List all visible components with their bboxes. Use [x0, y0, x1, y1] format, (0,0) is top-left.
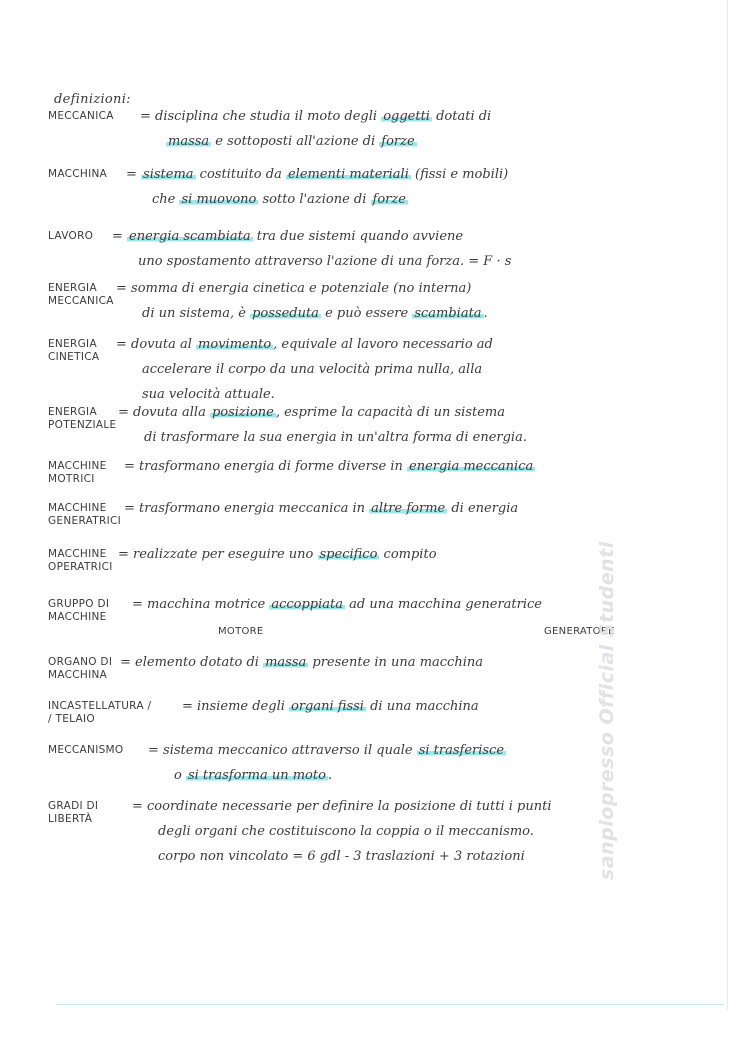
definition-line — [124, 496, 518, 521]
definition-term: ENERGIA CINETICA — [48, 338, 100, 363]
text-segment: e sottoposti all'azione di — [211, 134, 380, 149]
text-segment: di trasformare la sua energia in un'altra forma di energia. — [144, 430, 527, 445]
definition-line — [148, 738, 506, 763]
definition-text — [126, 162, 508, 212]
highlighted-word: energia scambiata — [129, 229, 251, 244]
definition-line — [124, 454, 535, 479]
text-segment: dotati di — [431, 109, 492, 124]
definition-line — [182, 694, 479, 719]
highlighted-word: specifico — [319, 547, 378, 562]
highlighted-word: massa — [265, 655, 307, 670]
definition-line — [118, 425, 527, 450]
definition-text — [120, 650, 483, 675]
definition-text — [112, 224, 511, 274]
text-segment: = elemento dotato di — [120, 655, 264, 670]
highlighted-word: posseduta — [252, 306, 319, 321]
text-segment: costituito da — [195, 167, 286, 182]
highlighted-word: forze — [372, 192, 406, 207]
footer-rule — [56, 1004, 724, 1005]
highlighted-word: organi fissi — [291, 699, 364, 714]
definition-term: ENERGIA POTENZIALE — [48, 406, 117, 431]
definition-term: INCASTELLATURA / / TELAIO — [48, 700, 152, 725]
definition-text — [116, 276, 488, 326]
sub-label: GENERATORE — [544, 626, 615, 637]
text-segment: = macchina motrice — [132, 597, 270, 612]
definition-term: MACCHINE OPERATRICI — [48, 548, 113, 573]
highlighted-word: energia meccanica — [409, 459, 534, 474]
text-segment: . — [327, 768, 333, 783]
definition-text — [132, 592, 542, 617]
text-segment: di una macchina — [365, 699, 479, 714]
highlighted-word: accoppiata — [271, 597, 343, 612]
highlighted-word: movimento — [198, 337, 272, 352]
definition-term: MACCHINA — [48, 168, 108, 180]
definition-line — [120, 650, 483, 675]
definition-line — [126, 162, 508, 187]
sub-label: MOTORE — [218, 626, 264, 637]
text-segment: di energia — [447, 501, 519, 516]
definition-line — [118, 400, 527, 425]
definition-text — [124, 496, 518, 521]
text-segment: o — [174, 768, 186, 783]
definition-line — [140, 104, 491, 129]
text-segment: = trasformano energia meccanica in — [124, 501, 370, 516]
definition-line — [116, 357, 493, 382]
text-segment: e può essere — [320, 306, 413, 321]
text-segment: = insieme degli — [182, 699, 290, 714]
definition-text — [118, 400, 527, 450]
definition-line — [132, 844, 552, 869]
highlighted-word: oggetti — [383, 109, 430, 124]
definition-text — [132, 794, 552, 869]
highlighted-word: sistema — [143, 167, 194, 182]
highlighted-word: elementi materiali — [287, 167, 409, 182]
definition-line — [118, 542, 437, 567]
definition-text — [118, 542, 437, 567]
text-segment: uno spostamento attraverso l'azione di una forza. = F · s — [138, 254, 512, 269]
highlighted-word: massa — [168, 134, 210, 149]
definition-line — [116, 276, 488, 301]
page-heading: definizioni: — [54, 92, 131, 107]
text-segment: presente in una macchina — [308, 655, 483, 670]
text-segment: ad una macchina generatrice — [344, 597, 542, 612]
definition-line — [148, 763, 506, 788]
watermark: sanpiopresso Official Studenti — [596, 541, 618, 880]
text-segment: = — [126, 167, 142, 182]
text-segment: degli organi che costituiscono la coppia o il meccanismo. — [158, 824, 534, 839]
highlighted-word: scambiata — [414, 306, 482, 321]
definition-line — [116, 332, 493, 357]
definition-text — [140, 104, 491, 154]
highlighted-word: si trasforma un moto — [187, 768, 326, 783]
text-segment: = dovuta al — [116, 337, 197, 352]
definition-text — [148, 738, 506, 788]
highlighted-word: posizione — [211, 405, 274, 420]
definition-line — [132, 819, 552, 844]
highlighted-word: si muovono — [181, 192, 257, 207]
text-segment: = sistema meccanico attraverso il quale — [148, 743, 417, 758]
page-edge-line — [727, 0, 728, 1010]
text-segment: sua velocità attuale. — [142, 387, 275, 402]
definition-text — [124, 454, 535, 479]
text-segment: = disciplina che studia il moto degli — [140, 109, 382, 124]
text-segment: = somma di energia cinetica e potenziale (no interna) — [116, 281, 472, 296]
highlighted-word: si trasferisce — [418, 743, 505, 758]
text-segment: = — [112, 229, 128, 244]
definition-term: MECCANICA — [48, 110, 114, 122]
definition-line — [126, 187, 508, 212]
definition-term: MACCHINE MOTRICI — [48, 460, 107, 485]
definition-term: ORGANO DI MACCHINA — [48, 656, 113, 681]
definition-line — [140, 129, 491, 154]
highlighted-word: altre forme — [371, 501, 446, 516]
definition-term: MECCANISMO — [48, 744, 124, 756]
text-segment: di un sistema, è — [142, 306, 251, 321]
text-segment: = dovuta alla — [118, 405, 210, 420]
text-segment: compito — [379, 547, 437, 562]
text-segment: = realizzate per eseguire uno — [118, 547, 318, 562]
text-segment: sotto l'azione di — [258, 192, 371, 207]
text-segment: tra due sistemi quando avviene — [252, 229, 464, 244]
definition-line — [112, 224, 511, 249]
text-segment: = coordinate necessarie per definire la posizione di tutti i punti — [132, 799, 552, 814]
definition-term: MACCHINE GENERATRICI — [48, 502, 122, 527]
text-segment: = trasformano energia di forme diverse in — [124, 459, 407, 474]
definition-line — [132, 794, 552, 819]
definition-line — [112, 249, 511, 274]
text-segment: , esprime la capacità di un sistema — [275, 405, 505, 420]
text-segment: (fissi e mobili) — [410, 167, 509, 182]
definition-line — [116, 301, 488, 326]
text-segment: corpo non vincolato = 6 gdl - 3 traslazioni + 3 rotazioni — [158, 849, 525, 864]
definition-term: LAVORO — [48, 230, 94, 242]
text-segment: . — [483, 306, 488, 321]
highlighted-word: forze — [381, 134, 415, 149]
definition-term: GRADI DI LIBERTÀ — [48, 800, 99, 825]
definition-text — [116, 332, 493, 407]
definition-term: ENERGIA MECCANICA — [48, 282, 114, 307]
definition-line — [132, 592, 542, 617]
text-segment: , equivale al lavoro necessario ad — [273, 337, 493, 352]
text-segment: accelerare il corpo da una velocità prima nulla, alla — [142, 362, 483, 377]
definition-term: GRUPPO DI MACCHINE — [48, 598, 110, 623]
definition-text — [182, 694, 479, 719]
text-segment: che — [152, 192, 180, 207]
